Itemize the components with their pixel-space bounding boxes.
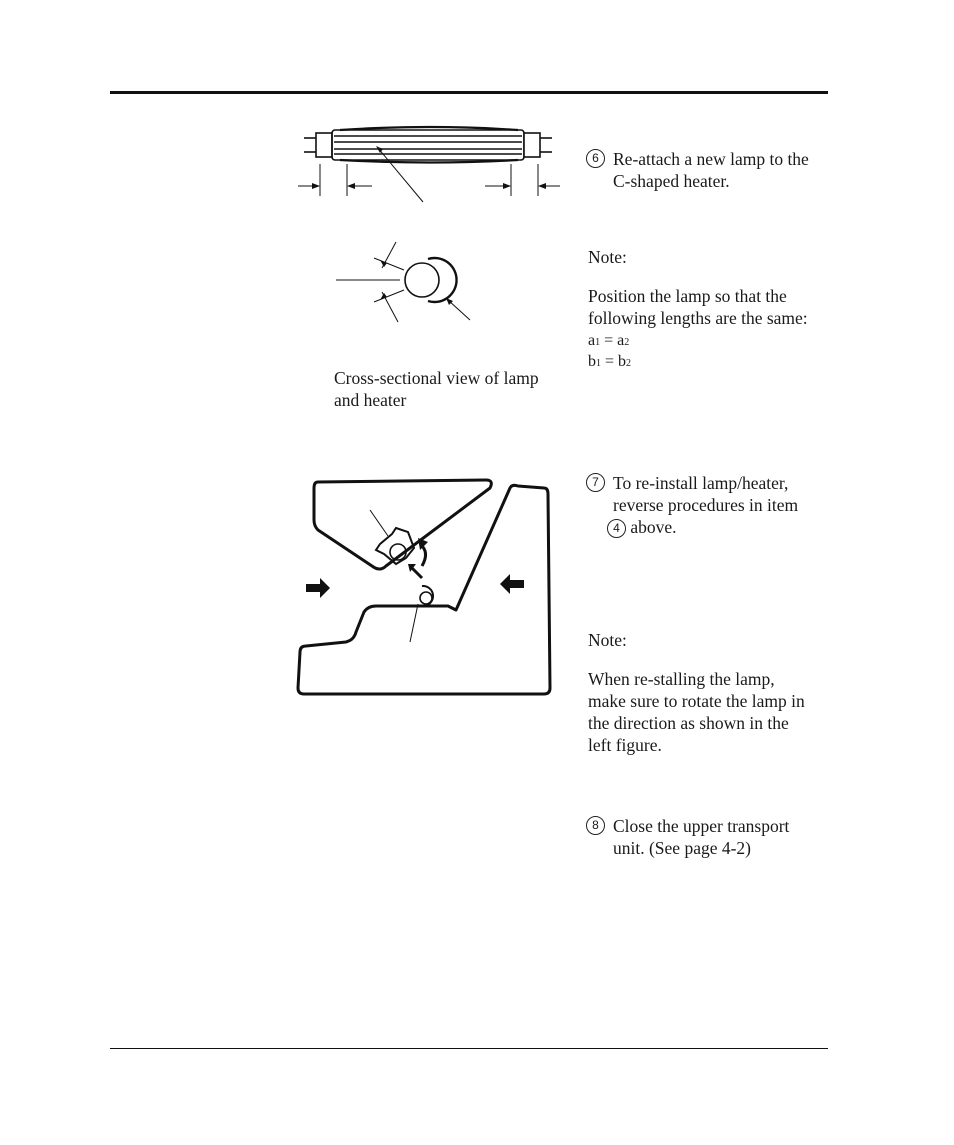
eq-b-sub2: 2: [626, 358, 632, 369]
step-text-line: unit. (See page 4-2): [613, 838, 752, 858]
eq-b-sub1: 1: [596, 358, 601, 369]
lamp-installation-figure: [296, 474, 556, 700]
note-line: left figure.: [588, 735, 662, 755]
header-rule: [110, 91, 828, 94]
step-text-line: Close the upper transport: [613, 816, 790, 836]
lamp-side-view-figure: [290, 120, 560, 210]
equation-b: [588, 351, 631, 374]
step-text-line: Re-attach a new lamp to the: [613, 149, 809, 169]
equation-a: [588, 330, 629, 353]
step-text-line: To re-install lamp/heater,: [613, 473, 789, 493]
eq-a-sub1: 1: [595, 337, 601, 348]
step-ref-suffix: above.: [626, 517, 677, 537]
step-text-line: C-shaped heater.: [613, 171, 730, 191]
step-number-badge: 7: [586, 473, 605, 492]
note-body: [588, 668, 805, 756]
step-number-badge: 8: [586, 816, 605, 835]
eq-a-var: a: [588, 332, 596, 349]
caption-line-1: Cross-sectional view of lamp: [334, 368, 539, 388]
cross-section-caption: [334, 367, 539, 411]
note-line: Position the lamp so that the: [588, 286, 787, 306]
eq-b-var: b: [588, 353, 596, 370]
step-7: [586, 472, 798, 538]
step-number-badge: 6: [586, 149, 605, 168]
note-line: When re-stalling the lamp,: [588, 669, 775, 689]
step-8: [586, 815, 789, 859]
step-text-line: reverse procedures in item: [613, 495, 799, 515]
cross-section-figure: [336, 238, 476, 328]
note-body: [588, 285, 808, 329]
caption-line-2: and heater: [334, 390, 407, 410]
footer-rule: [110, 1048, 828, 1049]
note-line: make sure to rotate the lamp in: [588, 691, 805, 711]
step-text-line: [607, 516, 798, 538]
note-line: the direction as shown in the: [588, 713, 789, 733]
eq-b-mid: = b: [601, 353, 627, 370]
note-label: Note:: [588, 247, 627, 267]
eq-a-sub2: 2: [624, 337, 630, 348]
note-line: following lengths are the same:: [588, 308, 808, 328]
step-reference-badge: 4: [607, 519, 626, 538]
eq-a-mid: = a: [600, 332, 625, 349]
step-6: [586, 148, 809, 192]
note-label: Note:: [588, 630, 627, 650]
